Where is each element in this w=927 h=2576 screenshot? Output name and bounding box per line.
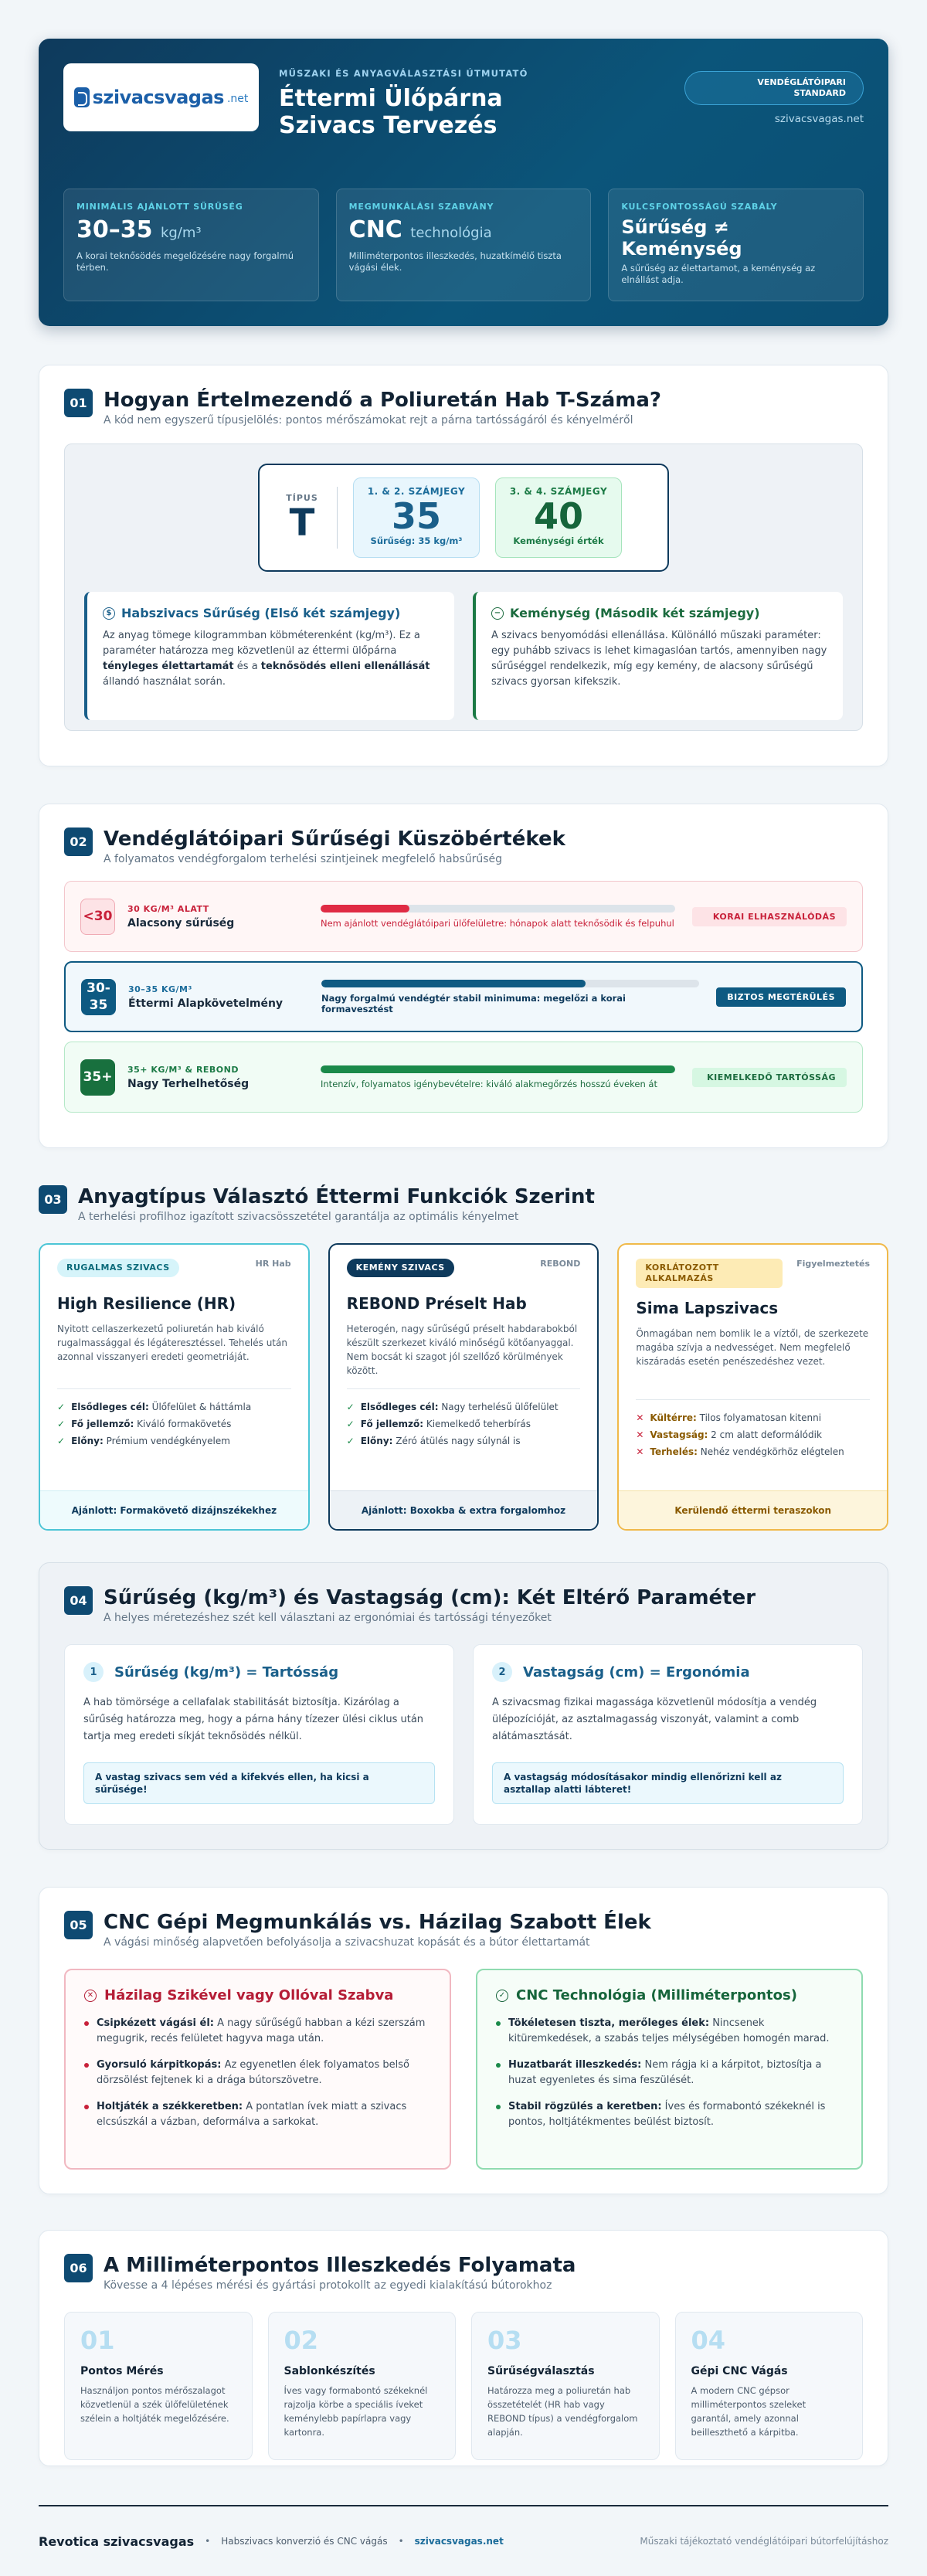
param-title: Vastagság (cm) = Ergonómia <box>523 1664 750 1681</box>
process-step <box>675 2312 864 2460</box>
brand-logo[interactable] <box>63 63 259 131</box>
footer-tagline: Habszivacs konverzió és CNC vágás <box>221 2536 388 2547</box>
param-thickness <box>473 1644 863 1825</box>
list-item: Stabil rögzülés a keretben: Íves és formabontó székeknél is pontos, holtjátékmentes beülést biztosít. <box>496 2099 843 2130</box>
list-item: ✕ Kültérre: Tilos folyamatosan kitenni <box>636 1409 870 1426</box>
explainer-title: Habszivacs Sűrűség (Első két számjegy) <box>121 606 401 620</box>
page-footer <box>39 2505 888 2576</box>
stat-label: MEGMUNKÁLÁSI SZABVÁNY <box>348 202 494 212</box>
tcode-panel <box>64 443 863 731</box>
hero-site-link[interactable]: szivacsvagas.net <box>774 113 864 125</box>
hardness-explainer <box>473 592 843 720</box>
type-pill: RUGALMAS SZIVACS <box>57 1259 179 1277</box>
tier-bar-fill <box>321 1065 675 1073</box>
type-pill: KEMÉNY SZIVACS <box>347 1259 454 1277</box>
section-cnc-compare <box>39 1887 888 2194</box>
tier-badge: 30-35 <box>81 979 116 1015</box>
section-title: Vendéglátóipari Sűrűségi Küszöbértékek <box>104 828 565 851</box>
section-title: A Milliméterpontos Illeszkedés Folyamata <box>104 2254 576 2277</box>
section-subtitle: A kód nem egyszerű típusjelölés: pontos mérőszámokat rejt a párna tartósságáról és kényelméről <box>104 414 633 427</box>
x-icon: ✕ <box>636 1412 644 1423</box>
section-subtitle: Kövesse a 4 lépéses mérési és gyártási protokollt az egyedi kialakítású bútorokhoz <box>104 2279 552 2292</box>
list-item: ✓ Elsődleges cél: Nagy terhelésű ülőfelület <box>347 1398 581 1415</box>
logo-icon <box>74 87 90 107</box>
step-text: A modern CNC gépsor milliméterpontos szeleket garantál, amely azonnal beilleszthető a kárpitba. <box>691 2385 806 2438</box>
step-number: 01 <box>80 2326 115 2355</box>
list-item: Csipkézett vágási él: A nagy sűrűségű habban a kézi szerszám megugrik, recés felületet hagyva maga után. <box>84 2016 431 2047</box>
tier-tag: BIZTOS MEGTÉRÜLÉS <box>716 987 846 1007</box>
tier-label: 30–35 KG/M³ <box>128 984 192 994</box>
stat-value: CNC technológia <box>348 216 492 243</box>
tier-tag: KORAI ELHASZNÁLÓDÁS <box>692 907 847 926</box>
type-label: TÍPUS <box>286 492 318 503</box>
step-number: 02 <box>284 2326 319 2355</box>
footer-site-link[interactable]: szivacsvagas.net <box>414 2536 504 2547</box>
process-step <box>268 2312 457 2460</box>
footer-separator: • <box>398 2536 404 2547</box>
stat-desc: A sűrűség az élettartamot, a keménység az elnállást adja. <box>621 263 816 285</box>
stat-card-standard <box>336 189 592 301</box>
check-icon: ✓ <box>57 1419 66 1429</box>
check-icon: ✓ <box>57 1436 66 1446</box>
digits-value: 35 <box>391 495 441 537</box>
tier-bar-fill <box>321 905 409 912</box>
section-number: 02 <box>64 828 93 856</box>
material-name: Sima Lapszivacs <box>636 1299 779 1317</box>
material-name: REBOND Préselt Hab <box>346 1294 527 1313</box>
type-value: T <box>289 501 315 545</box>
tier-high <box>64 1042 863 1113</box>
tier-label: 30 KG/M³ ALATT <box>127 903 209 914</box>
step-text: Határozza meg a poliuretán hab összetételét (HR hab vagy REBOND típus) a vendégforgalom alapján. <box>487 2385 638 2438</box>
material-recommendation: Ajánlott: Boxokba & extra forgalomhoz <box>330 1490 598 1529</box>
section-process <box>39 2230 888 2466</box>
list-item: ✓ Elsődleges cél: Ülőfelület & háttámla <box>57 1398 291 1415</box>
tier-bar <box>321 980 699 987</box>
list-item: ✕ Vastagság: 2 cm alatt deformálódik <box>636 1426 870 1443</box>
density-digits-card <box>353 477 480 558</box>
hardness-digits-card <box>495 477 622 558</box>
param-note: A vastagság módosításakor mindig ellenőrizni kell az asztallap alatti lábteret! <box>492 1762 844 1804</box>
material-card-sheet <box>617 1243 888 1531</box>
footer-note: Műszaki tájékoztató vendéglátóipari bútorfelújításhoz <box>640 2536 888 2547</box>
digits-label: 1. & 2. SZÁMJEGY <box>367 486 466 497</box>
section-subtitle: A vágási minőség alapvetően befolyásolja a szivacshuzat kopását és a bútor élettartamát <box>104 1936 590 1949</box>
tier-label: 35+ KG/M³ & REBOND <box>127 1064 239 1075</box>
tier-note: Nem ajánlott vendéglátóipari ülőfelületre: hónapok alatt teknősödik és felpuhul <box>321 917 674 929</box>
type-corner: REBOND <box>540 1259 581 1269</box>
check-icon: ✓ <box>57 1402 66 1412</box>
minus-circle-icon: − <box>491 607 504 620</box>
tier-note: Intenzív, folyamatos igénybevételre: kiváló alakmegőrzés hosszú éveken át <box>321 1078 657 1089</box>
tier-bar-fill <box>321 980 586 987</box>
step-text: Használjon pontos mérőszalagot közvetlenül a szék ülőfelületének szélein a holtjáték megelőzésére. <box>80 2385 229 2424</box>
digits-sub: Keménységi érték <box>513 535 604 546</box>
tier-standard <box>64 961 863 1032</box>
digits-label: 3. & 4. SZÁMJEGY <box>509 486 608 497</box>
stat-card-rule <box>608 189 864 301</box>
list-item: ✓ Előny: Zéró átülés nagy súlynál is <box>347 1432 581 1449</box>
x-icon: ✕ <box>636 1429 644 1440</box>
step-title: Sűrűségválasztás <box>487 2365 595 2377</box>
section-subtitle: A terhelési profilhoz igazított szivacsösszetétel garantálja az optimális kényelmet <box>78 1211 519 1223</box>
section-thresholds <box>39 804 888 1148</box>
material-desc: Önmagában nem bomlik le a víztől, de szerkezete magába szívja a nedvességet. Nem megfelelő kiszáradás esetén penészedéshez vezet. <box>636 1328 869 1367</box>
param-text: A hab tömörsége a cellafalak stabilitását biztosítja. Kizárólag a sűrűség határozza meg, hogy a párna hány tízezer ülési ciklus után tartja meg eredeti síkját teknősödés nélkül. <box>83 1697 424 1742</box>
hero-banner <box>39 39 888 326</box>
explainer-text: A szivacs benyomódási ellenállása. Különálló műszaki paraméter: egy puhább szivacs is lehet kimagaslóan tartós, amennyiben nagy sűrűséggel rendelkezik, míg egy kemény, de alacsony sűrűségű szivacs gyorsan kifekszik. <box>491 630 827 688</box>
section-title: Anyagtípus Választó Éttermi Funkciók Szerint <box>78 1185 595 1208</box>
section-title: CNC Gépi Megmunkálás vs. Házilag Szabott Élek <box>104 1911 651 1934</box>
check-circle-icon: ✓ <box>496 1990 508 2002</box>
standard-badge: VENDÉGLÁTÓIPARI STANDARD <box>684 71 864 105</box>
type-pill: KORLÁTOZOTT ALKALMAZÁS <box>636 1259 783 1288</box>
density-explainer <box>84 592 454 720</box>
x-circle-icon: ✕ <box>84 1990 97 2002</box>
tier-bar <box>321 1065 675 1073</box>
list-item: Gyorsuló kárpitkopás: Az egyenetlen élek folyamatos belső dörzsölést fejtenek ki a drága bútorszövetre. <box>84 2058 431 2088</box>
section-material-types <box>39 1185 888 1525</box>
section-tcode <box>39 365 888 766</box>
logo-tld: .net <box>226 93 249 105</box>
tier-name: Nagy Terhelhetőség <box>127 1077 250 1090</box>
param-note: A vastag szivacs sem véd a kifekvés ellen, ha kicsi a sűrűsége! <box>83 1762 435 1804</box>
material-recommendation: Kerülendő éttermi teraszokon <box>619 1490 887 1529</box>
tier-badge: 35+ <box>80 1059 115 1096</box>
check-icon: ✓ <box>346 1436 355 1446</box>
list-item: ✓ Előny: Prémium vendégkényelem <box>57 1432 291 1449</box>
step-title: Gépi CNC Vágás <box>691 2365 788 2377</box>
stat-value: 30–35 kg/m³ <box>76 216 202 243</box>
list-item: ✓ Fő jellemző: Kiemelkedő teherbírás <box>347 1415 581 1432</box>
process-step <box>64 2312 253 2460</box>
page-title: Éttermi Ülőpárna Szivacs Tervezés <box>279 85 503 139</box>
section-number: 06 <box>64 2254 93 2282</box>
step-title: Pontos Mérés <box>80 2365 164 2377</box>
section-title: Sűrűség (kg/m³) és Vastagság (cm): Két Eltérő Paraméter <box>104 1586 756 1609</box>
stat-value: Sűrűség ≠ Keménység <box>621 216 742 260</box>
list-item: ✕ Terhelés: Nehéz vendégkörhöz elégtelen <box>636 1443 870 1460</box>
panel-title: CNC Technológia (Milliméterpontos) <box>516 1987 797 2003</box>
manual-cut-panel <box>64 1969 451 2170</box>
check-icon: ✓ <box>346 1419 355 1429</box>
tier-name: Alacsony sűrűség <box>127 916 235 929</box>
explainer-text: Az anyag tömege kilogrammban köbméterenként (kg/m³). Ez a paraméter határozza meg közvetlenül az éttermi ülőpárna tényleges élettartamát és a teknősödés elleni ellenállását állandó használat során. <box>103 630 430 688</box>
cnc-cut-panel <box>476 1969 863 2170</box>
stat-desc: A korai teknősödés megelőzésére nagy forgalmú térben. <box>76 250 294 273</box>
digits-sub: Sűrűség: 35 kg/m³ <box>370 535 463 546</box>
section-number: 01 <box>64 389 93 417</box>
tier-low <box>64 881 863 952</box>
divider <box>337 487 338 549</box>
material-card-hr <box>39 1243 310 1531</box>
step-number: 03 <box>487 2326 522 2355</box>
section-title: Hogyan Értelmezendő a Poliuretán Hab T-Száma? <box>104 389 662 412</box>
step-number: 04 <box>691 2326 726 2355</box>
footer-separator: • <box>205 2536 211 2547</box>
tier-badge: <30 <box>80 899 115 935</box>
stat-label: KULCSFONTOSSÁGÚ SZABÁLY <box>621 202 778 212</box>
tier-note: Nagy forgalmú vendégtér stabil minimuma: megelőzi a korai formavesztést <box>321 992 626 1014</box>
list-item: Tökéletesen tiszta, merőleges élek: Nincsenek kitüremkedések, a szabás teljes mélységében homogén marad. <box>496 2016 843 2047</box>
step-title: Sablonkészítés <box>284 2365 375 2377</box>
digits-value: 40 <box>533 495 583 537</box>
dollar-icon: $ <box>103 607 115 620</box>
panel-title: Házilag Szikével vagy Ollóval Szabva <box>104 1987 394 2003</box>
param-text: A szivacsmag fizikai magassága közvetlenül módosítja a vendég ülépozícióját, az asztalmagasság viszonyát, valamint a comb alátámasztását. <box>492 1697 817 1742</box>
section-number: 05 <box>64 1911 93 1939</box>
section-number: 03 <box>39 1185 67 1214</box>
material-desc: Nyitott cellaszerkezetű poliuretán hab kiváló rugalmassággal és légáteresztéssel. Tehelés után azonnal visszanyeri eredeti geometriáját. <box>57 1324 287 1362</box>
section-params <box>39 1562 888 1850</box>
stat-card-density <box>63 189 319 301</box>
hero-eyebrow: MŰSZAKI ÉS ANYAGVÁLASZTÁSI ÚTMUTATÓ <box>279 68 528 79</box>
check-icon: ✓ <box>346 1402 355 1412</box>
x-icon: ✕ <box>636 1446 644 1457</box>
step-text: Íves vagy formabontó székeknél rajzolja körbe a speciális íveket keménylebb papírlapra vagy kartonra. <box>284 2385 428 2438</box>
material-desc: Heterogén, nagy sűrűségű préselt habdarabokból készült szerkezet kiváló minőségű kötőanyaggal. Nem bocsát ki szagot jól szellőző körülmények között. <box>346 1324 578 1376</box>
tcode-diagram <box>258 464 669 572</box>
param-title: Sűrűség (kg/m³) = Tartósság <box>114 1664 339 1681</box>
section-subtitle: A helyes méretezéshez szét kell választani az ergonómiai és tartóssági tényezőket <box>104 1612 552 1624</box>
section-number: 04 <box>64 1586 93 1615</box>
list-item: Huzatbarát illeszkedés: Nem rágja ki a kárpitot, biztosítja a huzat egyenletes és sima feszülését. <box>496 2058 843 2088</box>
param-number: 2 <box>492 1662 512 1682</box>
section-subtitle: A folyamatos vendégforgalom terhelési szintjeinek megfelelő habsűrűség <box>104 853 503 865</box>
material-name: High Resilience (HR) <box>57 1294 236 1313</box>
type-corner: Figyelmeztetés <box>796 1259 871 1269</box>
explainer-title: Keménység (Második két számjegy) <box>510 606 760 620</box>
logo-text: szivacsvagas <box>92 87 224 108</box>
type-corner: HR Hab <box>255 1259 291 1269</box>
tier-bar <box>321 905 675 912</box>
process-step <box>471 2312 660 2460</box>
material-card-rebond <box>328 1243 599 1531</box>
stat-desc: Milliméterpontos illeszkedés, huzatkímélő tiszta vágási élek. <box>348 250 562 273</box>
footer-brand: Revotica szivacsvagas <box>39 2534 195 2549</box>
material-recommendation: Ajánlott: Formakövető dizájnszékekhez <box>40 1490 308 1529</box>
list-item: Holtjáték a székkeretben: A pontatlan ívek miatt a szivacs elcsúszkál a vázban, deformálva a sarkokat. <box>84 2099 431 2130</box>
param-number: 1 <box>83 1662 104 1682</box>
tier-tag: KIEMELKEDŐ TARTÓSSÁG <box>692 1068 847 1087</box>
list-item: ✓ Fő jellemző: Kiváló formakövetés <box>57 1415 291 1432</box>
param-density <box>64 1644 454 1825</box>
tier-name: Éttermi Alapkövetelmény <box>128 997 284 1010</box>
stat-label: MINIMÁLIS AJÁNLOTT SŰRŰSÉG <box>76 202 243 212</box>
